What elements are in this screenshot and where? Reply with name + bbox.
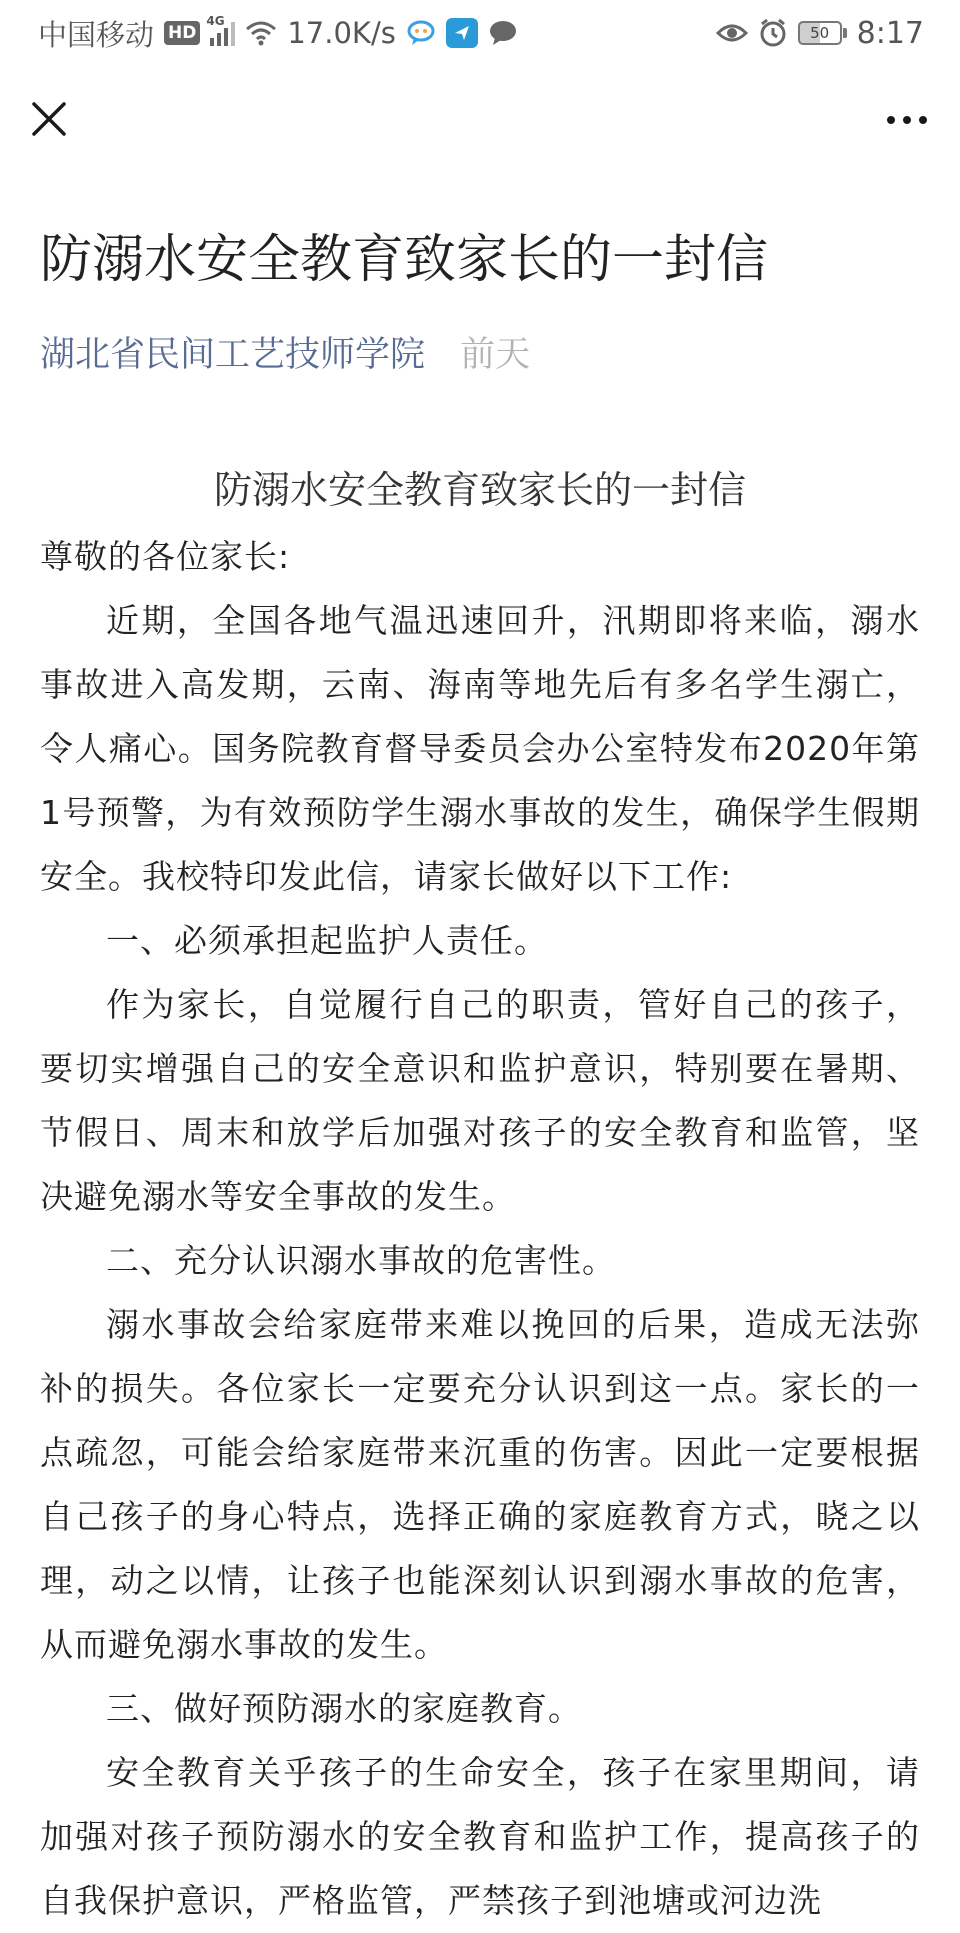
article-title: 防溺水安全教育致家长的一封信 (40, 230, 769, 290)
wifi-icon (245, 20, 277, 46)
status-bar (0, 0, 960, 66)
hd-badge: HD (164, 21, 200, 45)
alarm-icon (758, 18, 788, 48)
status-left (38, 13, 518, 54)
publish-date: 前天 (460, 335, 531, 375)
nav-bar (0, 66, 960, 186)
close-button[interactable] (26, 96, 72, 142)
greeting: 尊敬的各位家长: (40, 537, 291, 576)
network-type: 4G (206, 14, 225, 28)
chat-bubble-icon (406, 19, 436, 47)
clock: 8:17 (856, 15, 924, 51)
battery-icon (798, 21, 847, 45)
content-heading: 防溺水安全教育致家长的一封信 (213, 468, 746, 512)
eye-icon (716, 21, 748, 45)
more-button[interactable] (882, 100, 932, 140)
section-heading: 三、做好预防溺水的家庭教育。 (106, 1689, 582, 1728)
account-link[interactable]: 湖北省民间工艺技师学院 (40, 335, 426, 375)
message-icon (488, 19, 518, 47)
more-dots-icon (882, 100, 932, 140)
paragraph: 作为家长，自觉履行自己的职责，管好自己的孩子，要切实增强自己的安全意识和监护意识，特别要在暑期、节假日、周末和放学后加强对孩子的安全教育和监管，坚决避免溺水等安全事故的发生。 (40, 985, 920, 1216)
paragraph: 近期，全国各地气温迅速回升，汛期即将来临，溺水事故进入高发期，云南、海南等地先后有多名学生溺亡，令人痛心。国务院教育督导委员会办公室特发布2020年第1号预警，为有效预防学生溺水事故的发生，确保学生假期安全。我校特印发此信，请家长做好以下工作: (40, 601, 920, 896)
battery-level: 50 (798, 21, 842, 45)
article-content (40, 455, 920, 1933)
carrier-name: 中国移动 (38, 17, 155, 52)
section-heading: 一、必须承担起监护人责任。 (106, 921, 548, 960)
paragraph: 溺水事故会给家庭带来难以挽回的后果，造成无法弥补的损失。各位家长一定要充分认识到这一点。家长的一点疏忽，可能会给家庭带来沉重的伤害。因此一定要根据自己孩子的身心特点，选择正确的家庭教育方式，晓之以理，动之以情，让孩子也能深刻认识到溺水事故的危害，从而避免溺水事故的发生。 (40, 1305, 920, 1664)
status-right (716, 16, 924, 51)
section-heading: 二、充分认识溺水事故的危害性。 (106, 1241, 616, 1280)
close-icon (26, 96, 72, 142)
article-meta (40, 330, 530, 380)
signal-icon (206, 14, 235, 46)
app-notification-icon (446, 18, 478, 48)
paragraph: 安全教育关乎孩子的生命安全，孩子在家里期间，请加强对孩子预防溺水的安全教育和监护工作，提高孩子的自我保护意识，严格监管，严禁孩子到池塘或河边洗 (40, 1753, 920, 1920)
net-speed: 17.0K/s (287, 16, 396, 50)
